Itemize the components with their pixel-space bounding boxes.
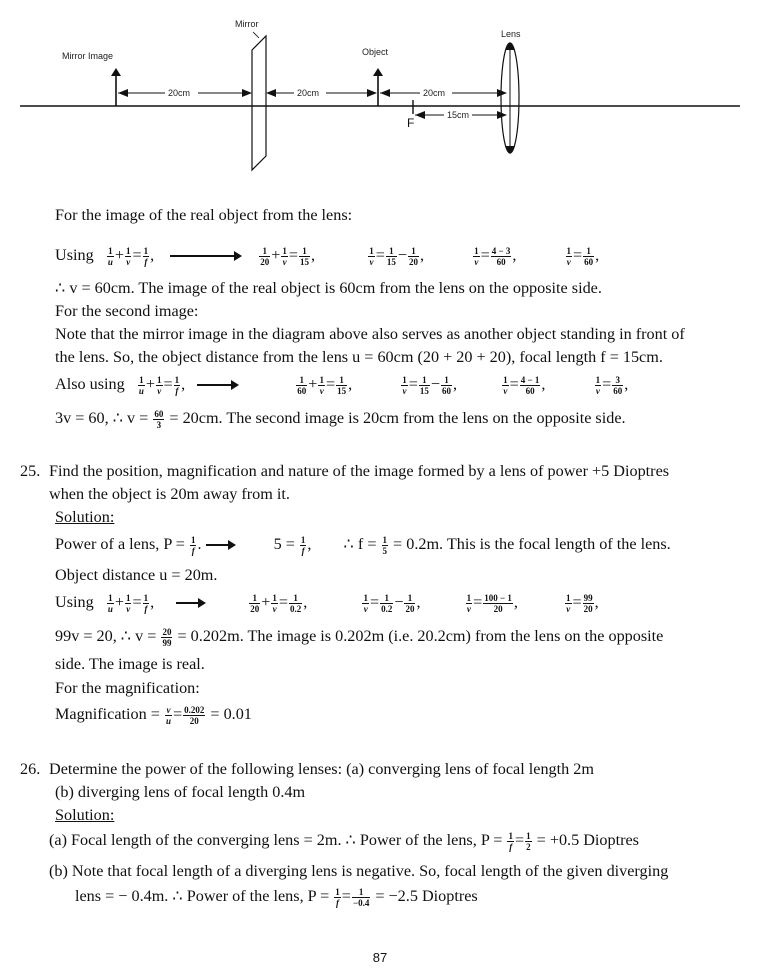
question-26-line-1: Determine the power of the following lenses: (a) converging lens of focal length 2m	[49, 760, 594, 778]
magnification-heading: For the magnification:	[55, 679, 200, 697]
magnification-line: Magnification = $\frac{v}{u}$ = $\frac{0.202}{20}$ = 0.01	[55, 704, 252, 726]
object-label: Object	[362, 47, 389, 57]
question-25-line-2: when the object is 20m away from it.	[49, 485, 290, 503]
using-label-25: Using	[55, 593, 94, 611]
equation-line-3: Using $\frac{1}{u}$ + $\frac{1}{v}$ = $\frac{1}{f}$ , $\frac{1}{20}$ + $\frac{1}{v}$ = $\frac{1}{0.2}$ , $\frac{1}{v}$ = $\frac{1}{0.2}$ − $\frac{1}{20}$ , $\frac{1}{v}$ = $\frac{100 - 1}{20}$ , $\frac{1}{v}$ = $\frac{99}{20}$ ,	[55, 592, 599, 614]
dimension-label-1: 20cm	[168, 88, 191, 98]
result-line-1: ∴ v = 60cm. The image of the real object is 60cm from the lens on the opposite side.	[55, 279, 602, 297]
mirror-image-arrowhead	[111, 68, 121, 76]
dimension-label-3: 20cm	[423, 88, 446, 98]
equation-line-2: Also using $\frac{1}{u}$ + $\frac{1}{v}$ = $\frac{1}{f}$ , $\frac{1}{60}$ + $\frac{1}{v}$ = $\frac{1}{15}$ , $\frac{1}{v}$ = $\frac{1}{15}$ − $\frac{1}{60}$ , $\frac{1}{v}$ = $\frac{4 - 1}{60}$ , $\frac{1}{v}$ = $\frac{3}{60}$ ,	[55, 374, 629, 396]
question-25-number: 25.	[20, 462, 41, 480]
dimension-arrow-2b	[367, 89, 377, 97]
answer-a-line: (a) Focal length of the converging lens = 2m. ∴ Power of the lens, P = $\frac{1}{f}$ = $\frac{1}{2}$ = +0.5 Dioptres	[49, 830, 639, 852]
solution-heading-26: Solution:	[55, 806, 115, 824]
solution-heading-25: Solution:	[55, 508, 115, 526]
arrow-icon	[176, 602, 204, 604]
final-result-line: 3v = 60, ∴ v = $\frac{60}{3}$ = 20cm. The second image is 20cm from the lens on the opposite side.	[55, 408, 626, 430]
dimension-arrow-2a	[266, 89, 276, 97]
question-26-number: 26.	[20, 760, 41, 778]
mirror-pointer	[253, 32, 259, 38]
using-label: Using	[55, 246, 94, 264]
power-line: Power of a lens, P = $\frac{1}{f}$ . 5 = $\frac{1}{f}$ , ∴ f = $\frac{1}{5}$ = 0.2m. This is the focal length of the lens.	[55, 534, 671, 556]
mirror-image-label: Mirror Image	[62, 51, 114, 61]
dimension-arrow-1b	[242, 89, 252, 97]
focal-point-label: F	[407, 116, 415, 130]
page-number: 87	[372, 950, 388, 965]
dimension-label-2: 20cm	[297, 88, 320, 98]
question-26-line-2: (b) diverging lens of focal length 0.4m	[55, 783, 306, 801]
answer-b-line-1: (b) Note that focal length of a diverging lens is negative. So, focal length of the given diverging	[49, 862, 669, 880]
note-line-1: Note that the mirror image in the diagram above also serves as another object standing in front of	[55, 325, 685, 343]
lens-label: Lens	[501, 29, 521, 39]
also-using-label: Also using	[55, 375, 125, 393]
image-real-line: side. The image is real.	[55, 655, 205, 673]
second-image-heading: For the second image:	[55, 302, 199, 320]
optics-diagram	[0, 0, 760, 200]
result-line-25: 99v = 20, ∴ v = $\frac{20}{99}$ = 0.202m. The image is 0.202m (i.e. 20.2cm) from the lens on the opposite	[55, 626, 664, 648]
note-line-2: the lens. So, the object distance from the lens u = 60cm (20 + 20 + 20), focal length f = 15cm.	[55, 348, 663, 366]
equation-line-1: Using $\frac{1}{u}$ + $\frac{1}{v}$ = $\frac{1}{f}$ , $\frac{1}{20}$ + $\frac{1}{v}$ = $\frac{1}{15}$ , $\frac{1}{v}$ = $\frac{1}{15}$ − $\frac{1}{20}$ , $\frac{1}{v}$ = $\frac{4 - 3}{60}$ , $\frac{1}{v}$ = $\frac{1}{60}$ ,	[55, 245, 600, 267]
intro-text: For the image of the real object from the lens:	[55, 206, 353, 224]
arrow-icon	[206, 544, 234, 546]
object-distance-line: Object distance u = 20m.	[55, 566, 218, 584]
arrow-icon	[170, 255, 240, 257]
dimension-arrow-1a	[118, 89, 128, 97]
question-25-line-1: Find the position, magnification and nature of the image formed by a lens of power +5 Dioptres	[49, 462, 670, 480]
answer-b-line-2: lens = − 0.4m. ∴ Power of the lens, P = $\frac{1}{f}$ = $\frac{1}{-0.4}$ = −2.5 Dioptres	[75, 886, 478, 908]
arrow-icon	[197, 384, 237, 386]
dimension-arrow-4a	[415, 111, 425, 119]
mirror-shape	[252, 36, 266, 170]
dimension-label-4: 15cm	[447, 110, 470, 120]
object-arrowhead	[373, 68, 383, 76]
dimension-arrow-3b	[497, 89, 507, 97]
dimension-arrow-3a	[380, 89, 390, 97]
mirror-label: Mirror	[235, 19, 259, 29]
